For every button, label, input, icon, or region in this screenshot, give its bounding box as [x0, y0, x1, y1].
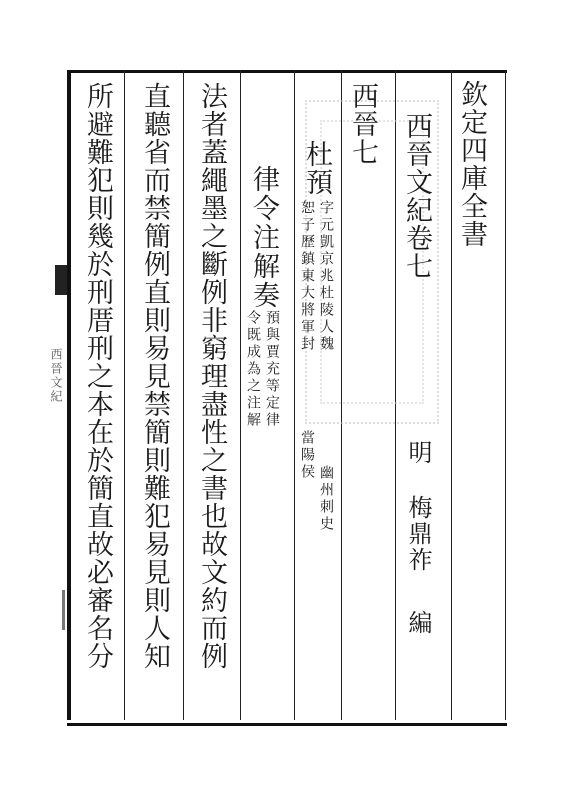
body-column-1: 法者蓋繩墨之斷例非窮理盡性之書也故文約而例	[196, 82, 227, 670]
fold-margin-text: 西晉文紀	[49, 348, 63, 404]
frame-left-border	[67, 70, 71, 720]
page-frame	[67, 70, 507, 726]
column-rule	[124, 70, 125, 720]
column-rule	[505, 70, 506, 720]
author-dynasty: 明	[404, 440, 432, 464]
fold-margin-mark	[62, 590, 65, 630]
entry-bio-line2: 恕子歷鎮東大將軍封	[299, 200, 315, 353]
column-rule	[240, 70, 241, 720]
library-title: 欽定四庫全書	[456, 80, 487, 248]
author-name: 梅鼎祚	[404, 495, 432, 573]
column-rule	[183, 70, 184, 720]
column-rule	[451, 70, 452, 720]
column-rule	[294, 70, 295, 720]
entry-bio-line1: 字元凱京兆杜陵人魏	[318, 200, 334, 353]
volume-label: 西晉文紀卷七	[401, 112, 432, 280]
piece-note-line2: 令既成為之注解	[245, 310, 261, 429]
section-label: 西晉七	[347, 82, 378, 166]
piece-note-line1: 預與賈充等定律	[264, 310, 280, 429]
entry-author: 杜預	[301, 140, 332, 196]
body-column-3: 所避難犯則幾於刑厝刑之本在於簡直故必審名分	[82, 82, 113, 670]
author-role: 編	[404, 610, 432, 634]
fold-tab	[55, 265, 67, 295]
entry-bio-line1b: 幽州刺史	[318, 465, 334, 533]
entry-bio-line2b: 當陽侯	[299, 430, 315, 481]
body-column-2: 直聽省而禁簡例直則易見禁簡則難犯易見則人知	[139, 82, 170, 670]
piece-title: 律令注解奏	[248, 165, 279, 310]
